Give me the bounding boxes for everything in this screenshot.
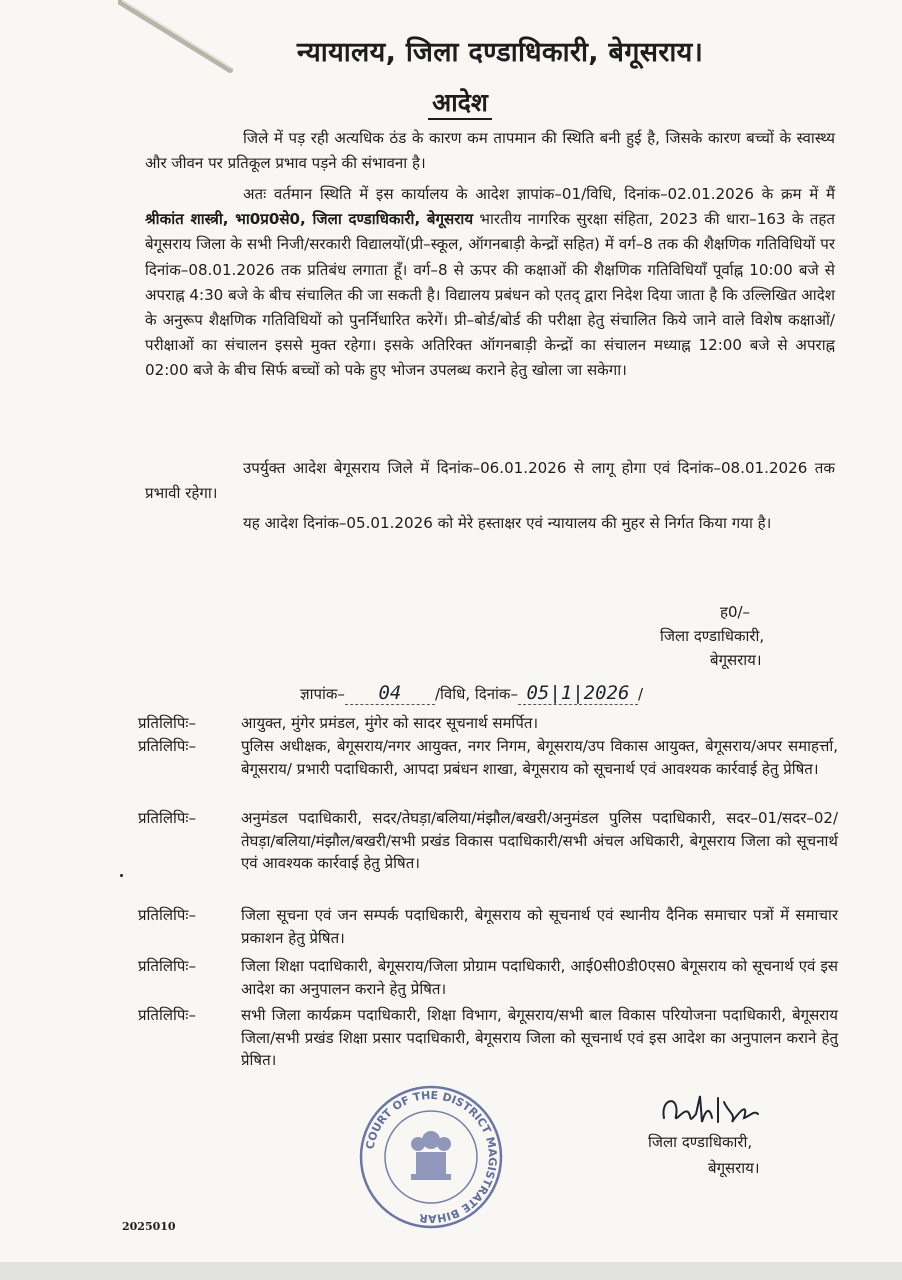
memo-reference: ज्ञापांक– 04 /विधि, दिनांक– 05|1|2026 / (300, 682, 644, 704)
copy-entry: प्रतिलिपिः– पुलिस अधीक्षक, बेगूसराय/नगर आयुक्त, नगर निगम, बेगूसराय/उप विकास आयुक्त, बेगूसराय/अपर समाहर्त्ता, बेगूसराय/ प्रभारी पदाधिकारी, आपदा प्रबंधन शाखा, बेगूसराय को सूचनार्थ एवं आवश्यक कार्रवाई हेतु प्रेषित। (138, 737, 838, 778)
copy-entry: प्रतिलिपिः– आयुक्त, मुंगेर प्रमंडल, मुंगेर को सादर सूचनार्थ समर्पित। (138, 714, 539, 732)
paragraph-effective-dates: उपर्युक्त आदेश बेगूसराय जिले में दिनांक–06.01.2026 से लागू होगा एवं दिनांक–08.01.2026 तक प्रभावी रहेगा। (145, 459, 835, 503)
handwritten-signature-icon (658, 1088, 768, 1132)
signatory-title: जिला दण्डाधिकारी, (648, 1133, 753, 1151)
copy-entry: प्रतिलिपिः– सभी जिला कार्यक्रम पदाधिकारी, शिक्षा विभाग, बेगूसराय/सभी बाल विकास परियोजना पदाधिकारी, बेगूसराय जिला/सभी प्रखंड शिक्षा प्रसार पदाधिकारी, बेगूसराय जिला को सूचनार्थ एवं इस आदेश का अनुपालन कराने हेतु प्रेषित। (138, 1006, 838, 1069)
memo-date: 05|1|2026 (526, 682, 630, 704)
seal-text: COURT OF THE DISTRICT MAGISTRATE BIHAR (363, 1088, 500, 1226)
paragraph-issuance: यह आदेश दिनांक–05.01.2026 को मेरे हस्ताक्षर एवं न्यायालय की मुहर से निर्गत किया गया है। (243, 514, 772, 532)
signatory-place: बेगूसराय। (708, 1159, 760, 1177)
stray-dot (120, 874, 123, 877)
copy-entry: प्रतिलिपिः– जिला सूचना एवं जन सम्पर्क पदाधिकारी, बेगूसराय को सूचनार्थ एवं स्थानीय दैनिक समाचार पत्रों में समाचार प्रकाशन हेतु प्रेषित। (138, 906, 838, 947)
copy-entry: प्रतिलिपिः– जिला शिक्षा पदाधिकारी, बेगूसराय/जिला प्रोग्राम पदाधिकारी, आई0सी0डी0एस0 बेगूसराय को सूचनार्थ एवं इस आदेश का अनुपालन कराने हेतु प्रेषित। (138, 957, 838, 998)
magistrate-name: श्रीकांत शास्त्री, भा0प्र0से0, जिला दण्डाधिकारी, बेगूसराय (145, 210, 474, 229)
paragraph-reason: जिले में पड़ रही अत्यधिक ठंड के कारण कम तापमान की स्थिति बनी हुई है, जिसके कारण बच्चों के स्वास्थ्य और जीवन पर प्रतिकूल प्रभाव पड़ने की संभावना है। (145, 129, 835, 173)
signatory-place: बेगूसराय। (710, 651, 762, 669)
copy-entry: प्रतिलिपिः– अनुमंडल पदाधिकारी, सदर/तेघड़ा/बलिया/मंझौल/बखरी/अनुमंडल पुलिस पदाधिकारी, सदर–01/सदर–02/तेघड़ा/बलिया/मंझौल/बखरी/सभी प्रखंड विकास पदाधिकारी/सभी अंचल अधिकारी, बेगूसराय जिला को सूचनार्थ एवं आवश्यक कार्रवाई हेतु प्रेषित। (138, 809, 838, 872)
memo-number: 04 (378, 682, 402, 704)
paragraph-order: अतः वर्तमान स्थिति में इस कार्यालय के आदेश ज्ञापांक–01/विधि, दिनांक–02.01.2026 के क्रम में मैं श्रीकांत शास्त्री, भा0प्र0से0, जिला दण्डाधिकारी, बेगूसराय भारतीय नागरिक सुरक्षा संहिता, 2023 की धारा–163 के तहत बेगूसराय जिला के सभी निजी/सरकारी विद्यालयों(प्री–स्कूल, ऑगनबाड़ी केन्द्रों सहित) में वर्ग–8 तक की शैक्षणिक गतिविधियों पर दिनांक–08.01.2026 तक प्रतिबंध लगाता हूँ। वर्ग–8 से ऊपर की कक्षाओं की शैक्षणिक गतिविधियाँ पूर्वाह्न 10:00 बजे से अपराह्न 4:30 बजे के बीच संचालित की जा सकती है। विद्यालय प्रबंधन को एतद् द्वारा निदेश दिया जाता है कि उल्लिखित आदेश के अनुरूप शैक्षणिक गतिविधियों को पुनर्निधारित करेगें। प्री–बोर्ड/बोर्ड की परीक्षा हेतु संचालित किये जाने वाले विशेष कक्षाओं/परीक्षाओं का संचालन इससे मुक्त रहेगा। इसके अतिरिक्त ऑगनबाड़ी केन्द्रों का संचालन मध्याह्न 12:00 बजे से अपराह्न 02:00 बजे के बीच सिर्फ बच्चों को पके हुए भोजन उपलब्ध कराने हेतु खोला जा सकेगा। (145, 185, 835, 380)
signature-block-bottom (648, 1088, 848, 1188)
order-heading: आदेश (380, 85, 540, 119)
signatory-title: जिला दण्डाधिकारी, (660, 627, 765, 645)
paper-pin-icon (118, 0, 238, 80)
signature-block-top (660, 600, 830, 672)
court-seal-icon (356, 1082, 506, 1232)
sd-mark: ह0/– (720, 603, 751, 621)
footer-code: 2025010 (122, 1220, 176, 1233)
scan-bottom-strip (0, 1262, 902, 1280)
court-title: न्यायालय, जिला दण्डाधिकारी, बेगूसराय। (296, 37, 704, 68)
